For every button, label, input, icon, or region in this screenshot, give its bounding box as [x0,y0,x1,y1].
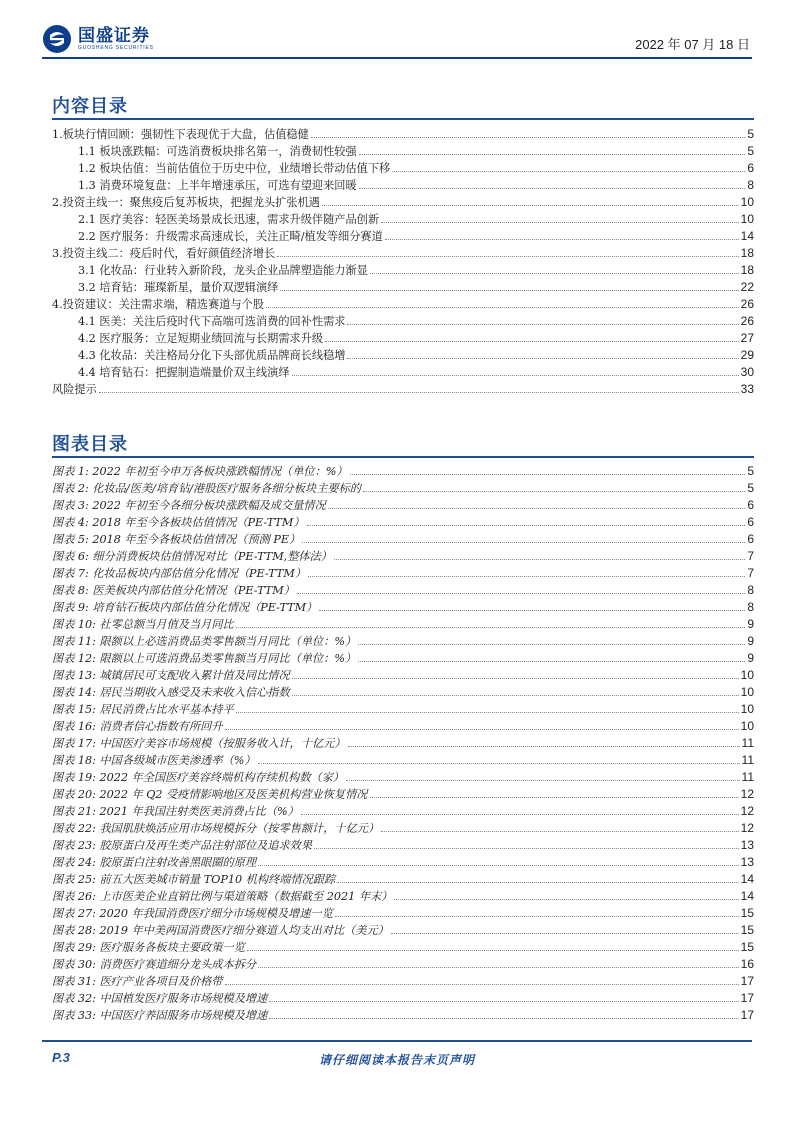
dot-leader [381,222,739,223]
figure-entry[interactable] [52,990,754,1007]
dot-leader [391,933,739,934]
figure-entry[interactable] [52,922,754,939]
figure-entry[interactable] [52,769,754,786]
figure-entry-page: 5 [747,464,754,478]
figure-entry-page: 15 [740,923,754,937]
figure-entry-title: 图表 2: 化妆品/医美/培育钻/港股医疗服务各细分板块主要标的 [52,482,361,495]
figure-entry-title: 图表 25: 前五大医美城市销量 TOP10 机构终端情况跟踪 [52,873,336,886]
dot-leader [392,171,745,172]
figure-entry[interactable] [52,548,754,565]
figure-entry-page: 11 [741,753,754,767]
toc-entry-page: 14 [740,229,754,243]
dot-leader [258,763,740,764]
figures-divider [52,456,754,458]
figure-entry[interactable] [52,701,754,718]
figure-entry-title: 图表 15: 居民消费占比水平基本持平 [52,703,234,716]
figure-entry-page: 11 [741,736,754,750]
figure-entry[interactable] [52,599,754,616]
dot-leader [335,916,739,917]
figure-entry-title: 图表 28: 2019 年中美两国消费医疗细分赛道人均支出对比（美元） [52,924,389,937]
dot-leader [358,644,745,645]
figure-entry-title: 图表 33: 中国医疗养固服务市场规模及增速 [52,1009,268,1022]
dot-leader [292,375,739,376]
toc-entry-title: 2.投资主线一：聚焦疫后复苏板块，把握龙头扩张机遇 [52,196,320,209]
figure-entry[interactable] [52,565,754,582]
toc-entry[interactable] [52,364,754,381]
figure-entry-page: 10 [740,702,754,716]
report-date: 2022 年 07 月 18 日 [635,37,750,52]
figure-entry-title: 图表 10: 社零总额当月值及当月同比 [52,618,234,631]
figure-entry-page: 14 [740,872,754,886]
toc-entry-title: 4.2 医疗服务：立足短期业绩回流与长期需求升级 [78,332,324,345]
figure-entry[interactable] [52,905,754,922]
company-logo [42,24,154,54]
figure-entry-title: 图表 5: 2018 年至今各板块估值情况（预测 PE） [52,533,301,546]
figure-entry-page: 10 [740,668,754,682]
figure-entry-title: 图表 19: 2022 年全国医疗美容终端机构存续机构数（家） [52,771,345,784]
figure-entry-title: 图表 14: 居民当期收入感受及未来收入信心指数 [52,686,290,699]
dot-leader [359,154,746,155]
figure-entry[interactable] [52,837,754,854]
dot-leader [358,661,745,662]
dot-leader [394,899,738,900]
figure-entry[interactable] [52,616,754,633]
figure-entry-page: 17 [740,1008,754,1022]
toc-entry-title: 4.4 培育钻石：把握制造端量价双主线演绎 [78,366,290,379]
figure-entry-page: 15 [740,906,754,920]
figure-entry-page: 12 [740,821,754,835]
dot-leader [277,256,738,257]
figure-entry-page: 10 [740,685,754,699]
toc-entry-page: 33 [740,382,754,396]
logo-name: 国盛证券 [78,25,150,46]
dot-leader [322,205,739,206]
figure-entry[interactable] [52,752,754,769]
toc-entry[interactable] [52,313,754,330]
dot-leader [347,358,738,359]
toc-entry-page: 29 [740,348,754,362]
dot-leader [258,865,739,866]
dot-leader [319,610,745,611]
dot-leader [337,882,738,883]
toc-entry[interactable] [52,330,754,347]
toc-entry-page: 10 [740,212,754,226]
figure-entry[interactable] [52,871,754,888]
toc-entry[interactable] [52,228,754,245]
toc-entry-title: 2.2 医疗服务：升级需求高速成长，关注正畸/植发等细分赛道 [78,230,383,243]
dot-leader [359,188,746,189]
figure-entry-title: 图表 18: 中国各级城市医美渗透率（%） [52,754,256,767]
figure-entry-page: 5 [747,481,754,495]
figure-entry-title: 图表 7: 化妆品板块内部估值分化情况（PE-TTM） [52,567,307,580]
logo-icon [42,24,72,54]
figure-entry-page: 14 [740,889,754,903]
figure-entry-page: 6 [747,498,754,512]
dot-leader [307,525,746,526]
figures-list [52,463,754,1024]
dot-leader [225,729,739,730]
toc-entry-page: 10 [740,195,754,209]
dot-leader [99,392,739,393]
dot-leader [236,627,746,628]
figure-entry[interactable] [52,514,754,531]
figure-entry[interactable] [52,735,754,752]
dot-leader [301,814,739,815]
dot-leader [258,967,739,968]
figure-entry-page: 17 [740,974,754,988]
dot-leader [247,950,739,951]
dot-leader [225,984,739,985]
figure-entry[interactable] [52,803,754,820]
figures-title: 图表目录 [52,434,128,455]
figure-entry[interactable] [52,633,754,650]
figure-entry[interactable] [52,1007,754,1024]
toc-entry[interactable] [52,177,754,194]
toc-entry[interactable] [52,126,754,143]
figure-entry-title: 图表 4: 2018 年至今各板块估值情况（PE-TTM） [52,516,305,529]
figure-entry-title: 图表 8: 医美板块内部估值分化情况（PE-TTM） [52,584,295,597]
figure-entry[interactable] [52,973,754,990]
figure-entry-title: 图表 22: 我国肌肤焕活应用市场规模拆分（按零售额计，十亿元） [52,822,380,835]
contents-list [52,126,754,398]
dot-leader [363,491,745,492]
figure-entry-title: 图表 20: 2022 年 Q2 受疫情影响地区及医美机构营业恢复情况 [52,788,368,801]
page-header [0,0,794,60]
figure-entry[interactable] [52,718,754,735]
figure-entry-title: 图表 26: 上市医美企业直销比例与渠道策略（数据截至 2021 年末） [52,890,393,903]
figure-entry-page: 7 [747,566,754,580]
figure-entry-page: 11 [741,770,754,784]
figure-entry[interactable] [52,463,754,480]
footer-divider [42,1040,752,1042]
disclaimer-text: 请仔细阅读本报告末页声明 [318,1053,475,1067]
figure-entry[interactable] [52,684,754,701]
dot-leader [350,474,746,475]
figure-entry[interactable] [52,650,754,667]
figure-entry-page: 9 [747,634,754,648]
dot-leader [269,1001,738,1002]
dot-leader [325,341,739,342]
dot-leader [314,848,739,849]
figure-entry[interactable] [52,854,754,871]
toc-entry-page: 5 [747,127,754,141]
toc-entry-title: 1.2 板块估值：当前估值位于历史中位，业绩增长带动估值下移 [78,162,391,175]
figure-entry[interactable] [52,939,754,956]
figure-entry-title: 图表 12: 限额以上可选消费品类零售额当月同比（单位：%） [52,652,357,665]
figure-entry-title: 图表 11: 限额以上必选消费品类零售额当月同比（单位：%） [52,635,357,648]
dot-leader [269,1018,738,1019]
dot-leader [347,324,738,325]
toc-entry-page: 26 [740,297,754,311]
toc-entry-page: 30 [740,365,754,379]
dot-leader [292,695,739,696]
figure-entry-title: 图表 21: 2021 年我国注射类医美消费占比（%） [52,805,299,818]
toc-entry-page: 22 [740,280,754,294]
figure-entry-page: 6 [747,532,754,546]
figure-entry-page: 17 [740,991,754,1005]
page-number: P.3 [52,1050,70,1065]
toc-entry[interactable] [52,211,754,228]
figure-entry[interactable] [52,480,754,497]
toc-entry[interactable] [52,245,754,262]
toc-entry[interactable] [52,296,754,313]
figure-entry-title: 图表 17: 中国医疗美容市场规模（按服务收入计，十亿元） [52,737,346,750]
figure-entry-title: 图表 16: 消费者信心指数有所回升 [52,720,223,733]
toc-entry-title: 2.1 医疗美容：轻医美场景成长迅速，需求升级伴随产品创新 [78,213,380,226]
dot-leader [280,290,738,291]
dot-leader [297,593,745,594]
toc-entry-title: 3.1 化妆品：行业转入新阶段，龙头企业品牌塑造能力渐显 [78,264,368,277]
toc-entry-page: 8 [747,178,754,192]
figure-entry-title: 图表 30: 消费医疗赛道细分龙头成本拆分 [52,958,257,971]
figure-entry-page: 12 [740,804,754,818]
figure-entry-title: 图表 29: 医疗服务各板块主要政策一览 [52,941,245,954]
contents-title: 内容目录 [52,96,128,117]
dot-leader [334,559,745,560]
toc-entry-title: 4.投资建议：关注需求端，精选赛道与个股 [52,298,265,311]
toc-entry-page: 27 [740,331,754,345]
dot-leader [302,542,745,543]
figure-entry-page: 8 [747,600,754,614]
dot-leader [348,746,740,747]
figure-entry[interactable] [52,582,754,599]
dot-leader [370,797,739,798]
figure-entry-title: 图表 31: 医疗产业各项目及价格带 [52,975,223,988]
figure-entry-title: 图表 1: 2022 年初至今申万各板块涨跌幅情况（单位：%） [52,465,348,478]
toc-entry-title: 4.3 化妆品：关注格局分化下头部优质品牌商长线稳增 [78,349,346,362]
dot-leader [328,508,746,509]
figure-entry-title: 图表 13: 城镇居民可支配收入累计值及同比情况 [52,669,290,682]
dot-leader [370,273,739,274]
toc-entry-title: 1.1 板块涨跌幅：可选消费板块排名第一，消费韧性较强 [78,145,357,158]
figure-entry-title: 图表 6: 细分消费板块估值情况对比（PE-TTM,整体法） [52,550,332,563]
figure-entry-title: 图表 32: 中国植发医疗服务市场规模及增速 [52,992,268,1005]
figure-entry-page: 13 [740,838,754,852]
toc-entry-page: 26 [740,314,754,328]
toc-entry[interactable] [52,194,754,211]
figure-entry[interactable] [52,786,754,803]
figure-entry-title: 图表 24: 胶原蛋白注射改善黑眼圈的原理 [52,856,257,869]
toc-entry-page: 18 [740,263,754,277]
toc-entry-title: 风险提示 [52,383,97,396]
toc-entry-title: 3.投资主线二：疫后时代，看好颜值经济增长 [52,247,276,260]
figure-entry-page: 7 [747,549,754,563]
figure-entry-page: 13 [740,855,754,869]
figure-entry-page: 8 [747,583,754,597]
toc-entry-title: 1.3 消费环境复盘：上半年增速承压，可选有望迎来回暖 [78,179,357,192]
toc-entry-title: 4.1 医美：关注后疫时代下高端可选消费的回补性需求 [78,315,346,328]
toc-entry-page: 6 [747,161,754,175]
dot-leader [346,780,739,781]
figure-entry-title: 图表 9: 培育钻石板块内部估值分化情况（PE-TTM） [52,601,318,614]
toc-entry-page: 5 [747,144,754,158]
dot-leader [311,137,746,138]
toc-entry-page: 18 [740,246,754,260]
logo-subtitle: GUOSHENG SECURITIES [78,44,154,51]
dot-leader [236,712,739,713]
figure-entry-page: 6 [747,515,754,529]
dot-leader [266,307,739,308]
dot-leader [308,576,745,577]
figure-entry[interactable] [52,531,754,548]
figure-entry[interactable] [52,888,754,905]
dot-leader [292,678,739,679]
figure-entry-page: 10 [740,719,754,733]
toc-entry[interactable] [52,347,754,364]
toc-entry[interactable] [52,143,754,160]
figure-entry[interactable] [52,956,754,973]
figure-entry-page: 15 [740,940,754,954]
figure-entry-title: 图表 23: 胶原蛋白及再生类产品注射部位及追求效果 [52,839,313,852]
header-divider [42,57,752,59]
toc-entry[interactable] [52,160,754,177]
figure-entry[interactable] [52,820,754,837]
figure-entry-title: 图表 27: 2020 年我国消费医疗细分市场规模及增速一览 [52,907,333,920]
contents-divider [52,118,754,120]
figure-entry[interactable] [52,497,754,514]
toc-entry-title: 3.2 培育钻：璀璨新星，量价双逻辑演绎 [78,281,279,294]
dot-leader [381,831,738,832]
figure-entry-page: 16 [740,957,754,971]
toc-entry[interactable] [52,279,754,296]
toc-entry-title: 1.板块行情回顾：强韧性下表现优于大盘，估值稳健 [52,128,309,141]
figure-entry[interactable] [52,667,754,684]
figure-entry-page: 12 [740,787,754,801]
figure-entry-page: 9 [747,617,754,631]
figure-entry-title: 图表 3: 2022 年初至今各细分板块涨跌幅及成交量情况 [52,499,326,512]
toc-entry[interactable] [52,262,754,279]
dot-leader [385,239,739,240]
toc-entry[interactable] [52,381,754,398]
figure-entry-page: 9 [747,651,754,665]
